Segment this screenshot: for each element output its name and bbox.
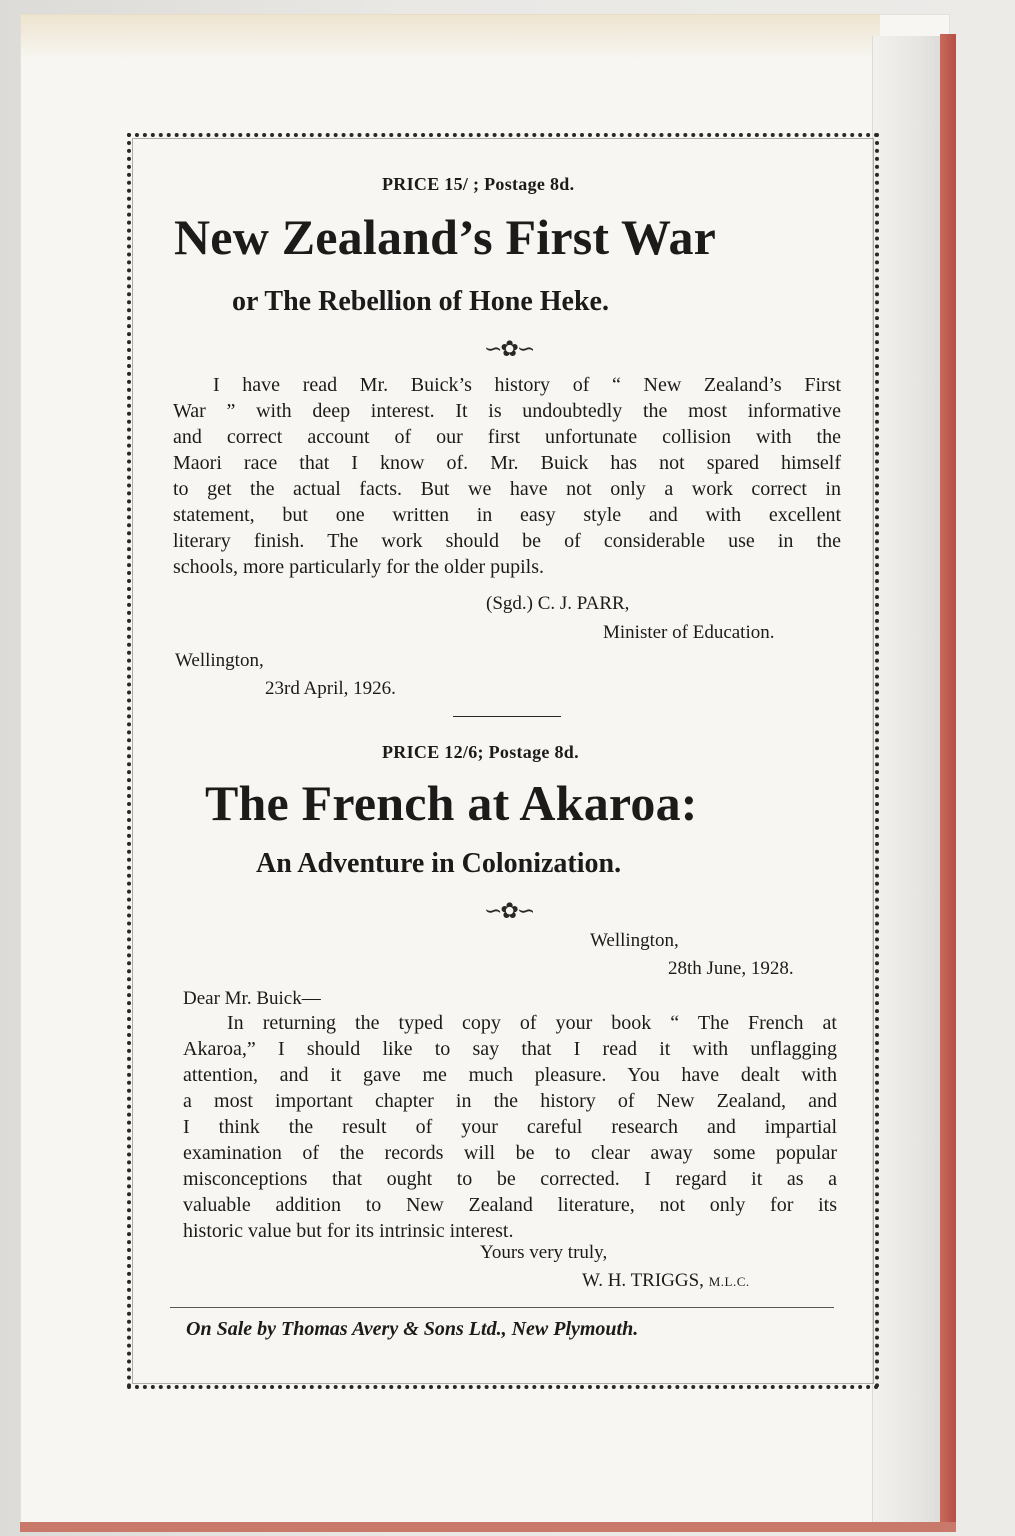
review-line: to get the actual facts. But we have not only a work correct in [173,478,841,500]
section-divider [453,716,561,717]
red-cloth-edge [940,34,956,1524]
letter-line: attention, and it gave me much pleasure. You have dealt with [183,1064,837,1086]
title-book2: The French at Akaroa: [205,775,698,831]
subtitle-book1: or The Rebellion of Hone Heke. [232,286,609,317]
letter-line: In returning the typed copy of your book “ The French at [227,1012,837,1034]
date-book2: 28th June, 1928. [668,958,794,979]
title-book1: New Zealand’s First War [174,209,717,265]
letter-paragraph [183,1010,837,1244]
price-book1: PRICE 15/ ; Postage 8d. [382,174,575,194]
signer-suffix: M.L.C. [708,1274,750,1289]
review-line: I have read Mr. Buick’s history of “ New Zealand’s First [213,374,841,396]
signer-title-parr: Minister of Education. [603,622,775,643]
signature-parr: (Sgd.) C. J. PARR, [486,593,630,614]
ornament-icon: ∽✿∽ [484,898,534,923]
ornament-icon: ∽✿∽ [484,336,534,361]
on-sale-notice: On Sale by Thomas Avery & Sons Ltd., New Plymouth. [186,1318,639,1340]
letter-line: valuable addition to New Zealand literature, not only for its [183,1194,837,1216]
letter-line: a most important chapter in the history of New Zealand, and [183,1090,837,1112]
signer-triggs [582,1270,750,1292]
review-line: schools, more particularly for the older pupils. [173,556,545,578]
review-line: War ” with deep interest. It is undoubtedly the most informative [173,400,841,422]
subtitle-book2: An Adventure in Colonization. [256,848,622,879]
letter-line: historic value but for its intrinsic interest. [183,1220,514,1242]
date-book1: 23rd April, 1926. [265,678,396,699]
age-stain [20,14,880,60]
letter-line: Akaroa,” I should like to say that I read it with unflagging [183,1038,837,1060]
closing: Yours very truly, [480,1242,608,1263]
footer-rule [170,1307,834,1308]
place-book2: Wellington, [590,930,679,951]
red-cloth-bottom [20,1522,956,1532]
review-line: literary finish. The work should be of considerable use in the [173,530,841,552]
salutation: Dear Mr. Buick— [183,988,321,1009]
review-line: statement, but one written in easy style and with excellent [173,504,841,526]
place-book1: Wellington, [175,650,264,671]
signer-name: W. H. TRIGGS, [582,1270,704,1291]
letter-line: I think the result of your careful research and impartial [183,1116,837,1138]
letter-line: examination of the records will be to clear away some popular [183,1142,837,1164]
price-book2: PRICE 12/6; Postage 8d. [382,742,579,762]
review-paragraph [173,372,841,580]
review-line: and correct account of our first unfortunate collision with the [173,426,841,448]
letter-line: misconceptions that ought to be corrected. I regard it as a [183,1168,837,1190]
review-line: Maori race that I know of. Mr. Buick has not spared himself [173,452,841,474]
